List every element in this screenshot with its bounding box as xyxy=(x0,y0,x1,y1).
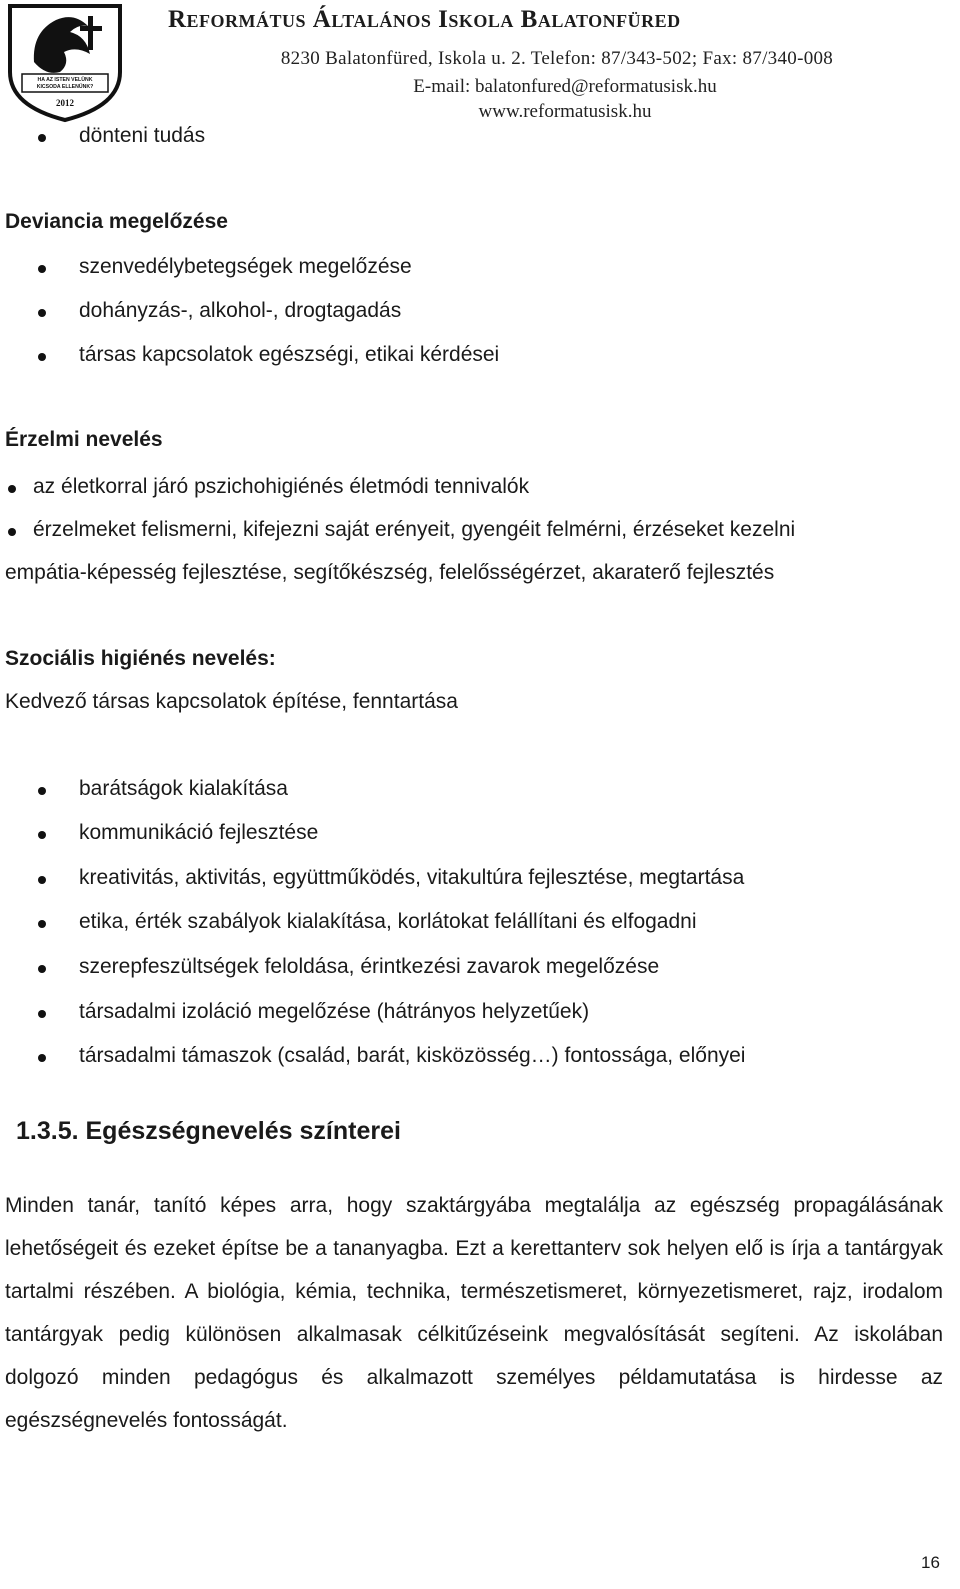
szocialis-subline: Kedvező társas kapcsolatok építése, fenntartása xyxy=(5,690,458,713)
svg-text:KICSODA ELLENÜNK?: KICSODA ELLENÜNK? xyxy=(36,84,94,90)
list-item: dohányzás-, alkohol-, drogtagadás xyxy=(0,297,960,327)
bullet-icon xyxy=(38,353,46,361)
list-item: barátságok kialakítása xyxy=(0,775,960,805)
list-item: dönteni tudás xyxy=(0,122,960,152)
list-item: társas kapcsolatok egészségi, etikai kérdései xyxy=(0,341,960,371)
school-name: Református Általános Iskola Balatonfüred xyxy=(168,6,681,33)
bullet-icon xyxy=(38,965,46,973)
list-item: szenvedélybetegségek megelőzése xyxy=(0,253,960,283)
page-number: 16 xyxy=(921,1553,940,1572)
szocialis-heading: Szociális higiénés nevelés: xyxy=(5,647,276,670)
bullet-icon xyxy=(38,876,46,884)
list-item: szerepfeszültségek feloldása, érintkezési zavarok megelőzése xyxy=(0,953,960,983)
list-item: társadalmi izoláció megelőzése (hátrányos helyzetűek) xyxy=(0,998,960,1028)
list-item: kommunikáció fejlesztése xyxy=(0,819,960,849)
deviancia-heading: Deviancia megelőzése xyxy=(5,210,228,233)
email-line: E-mail: balatonfured@reformatusisk.hu xyxy=(413,76,717,97)
bullet-icon xyxy=(38,309,46,317)
section-paragraph: Minden tanár, tanító képes arra, hogy szaktárgyába megtalálja az egészség propagálásának lehetőségeit és ezeket építse be a tananyagba. Ezt a kerettanterv sok helyen elő is írja a tantárgyak tartalmi részében. A biológia, kémia, technika, természetismeret, környezetismeret, rajz, irodalom tantárgyak pedig különösen alkalmasak célkitűzéseink megvalósítását segíteni. Az iskolában dolgozó minden pedagógus és alkalmazott személyes példamutatása is hirdesse az egészségnevelés fontosságát. xyxy=(5,1194,943,1432)
bullet-icon xyxy=(38,1054,46,1062)
bullet-icon xyxy=(38,831,46,839)
erzelmi-extra-line: empátia-képesség fejlesztése, segítőkészség, felelősségérzet, akaraterő fejlesztés xyxy=(5,561,775,584)
bullet-icon xyxy=(38,787,46,795)
website-line: www.reformatusisk.hu xyxy=(478,101,652,122)
erzelmi-heading: Érzelmi nevelés xyxy=(5,428,163,451)
bullet-icon xyxy=(8,528,16,536)
logo-year: 2012 xyxy=(56,98,74,108)
bullet-icon xyxy=(38,1010,46,1018)
list-item: kreativitás, aktivitás, együttműködés, vitakultúra fejlesztése, megtartása xyxy=(0,864,960,894)
bullet-icon xyxy=(38,265,46,273)
logo-motto: HA AZ ISTEN VELÜNK xyxy=(37,77,93,83)
address-phone-fax: 8230 Balatonfüred, Iskola u. 2. Telefon: 87/343-502; Fax: 87/340-008 xyxy=(280,48,834,69)
bullet-icon xyxy=(38,134,46,142)
list-item: érzelmeket felismerni, kifejezni saját erényeit, gyengéit felmérni, érzéseket kezelni xyxy=(0,516,960,546)
school-logo xyxy=(4,2,126,124)
list-item: etika, érték szabályok kialakítása, korlátokat felállítani és elfogadni xyxy=(0,908,960,938)
list-item: az életkorral járó pszichohigiénés életmódi tennivalók xyxy=(0,473,960,503)
list-item: társadalmi támaszok (család, barát, kisközösség…) fontossága, előnyei xyxy=(0,1042,960,1072)
section-title: 1.3.5. Egészségnevelés színterei xyxy=(16,1117,401,1145)
bullet-icon xyxy=(38,920,46,928)
letterhead xyxy=(0,0,960,125)
bullet-icon xyxy=(8,485,16,493)
